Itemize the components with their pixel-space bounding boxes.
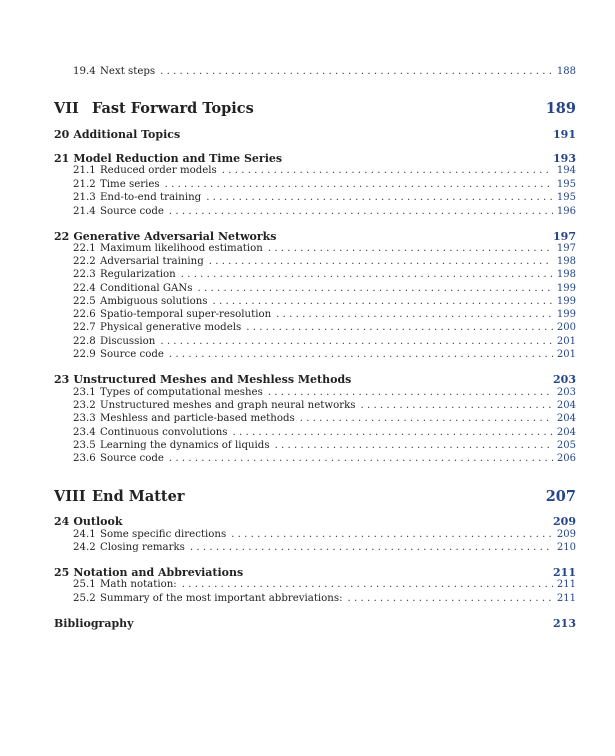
section-number: 25.1 [73, 579, 96, 590]
toc-section-entry[interactable] [73, 283, 576, 297]
page-number: 211 [556, 593, 576, 604]
dot-leader [169, 349, 553, 360]
chapter-number: 22 [54, 230, 70, 243]
dot-leader [182, 579, 553, 590]
toc-chapter-entry[interactable] [54, 617, 576, 633]
section-title: Meshless and particle-based methods [100, 413, 295, 424]
toc-section-entry[interactable] [73, 400, 576, 414]
toc-section-entry[interactable] [73, 529, 576, 543]
section-title: Reduced order models [100, 165, 217, 176]
dot-leader [360, 400, 552, 411]
dot-leader [165, 179, 553, 190]
chapter-title: Unstructured Meshes and Meshless Methods [73, 373, 352, 386]
toc-section-entry[interactable] [73, 593, 576, 607]
section-number: 23.3 [73, 413, 96, 424]
dot-leader [268, 243, 553, 254]
page-number: 188 [556, 66, 576, 77]
chapter-number: 25 [54, 566, 70, 579]
section-title: Adversarial training [100, 256, 204, 267]
toc-section-entry[interactable] [73, 269, 576, 283]
section-title: Discussion [100, 336, 156, 347]
toc-section-entry[interactable] [73, 453, 576, 467]
dot-leader [246, 322, 553, 333]
section-number: 23.5 [73, 440, 96, 451]
toc-section-entry[interactable] [73, 165, 576, 179]
page-number: 199 [556, 283, 576, 294]
dot-leader [160, 336, 553, 347]
dot-leader [213, 296, 553, 307]
page-number: 203 [553, 373, 576, 386]
dot-leader [275, 440, 553, 451]
section-number: 21.2 [73, 179, 96, 190]
section-title: Learning the dynamics of liquids [100, 440, 270, 451]
page-number: 201 [556, 349, 576, 360]
toc-section-entry[interactable] [73, 387, 576, 401]
dot-leader [169, 453, 553, 464]
section-number: 22.7 [73, 322, 96, 333]
section-title: Closing remarks [100, 542, 185, 553]
section-number: 21.4 [73, 206, 96, 217]
toc-section-entry[interactable] [73, 179, 576, 193]
page-number: 204 [556, 400, 576, 411]
toc-section-entry[interactable] [73, 579, 576, 593]
page-number: 195 [556, 192, 576, 203]
chapter-title: Bibliography [54, 617, 134, 630]
toc-section-entry[interactable] [73, 349, 576, 363]
section-title: Source code [100, 206, 164, 217]
dot-leader [348, 593, 553, 604]
section-number: 24.1 [73, 529, 96, 540]
section-number: 22.3 [73, 269, 96, 280]
section-title: Next steps [100, 66, 156, 77]
toc-section-entry[interactable] [73, 542, 576, 556]
page-number: 197 [553, 230, 576, 243]
toc-part-entry[interactable] [54, 100, 576, 120]
section-number: 22.2 [73, 256, 96, 267]
section-title: Maximum likelihood estimation [100, 243, 263, 254]
page-number: 195 [556, 179, 576, 190]
page-number: 198 [556, 269, 576, 280]
section-number: 24.2 [73, 542, 96, 553]
section-number: 23.6 [73, 453, 96, 464]
chapter-title: Additional Topics [73, 128, 181, 141]
toc-section-entry[interactable] [73, 296, 576, 310]
toc-section-entry[interactable] [73, 309, 576, 323]
section-number: 21.3 [73, 192, 96, 203]
dot-leader [222, 165, 553, 176]
chapter-title: Model Reduction and Time Series [73, 152, 283, 165]
page-number: 206 [556, 453, 576, 464]
page-number: 204 [556, 427, 576, 438]
dot-leader [198, 283, 553, 294]
page-number: 191 [553, 128, 576, 141]
page-number: 203 [556, 387, 576, 398]
page-number: 205 [556, 440, 576, 451]
toc-section-entry[interactable] [73, 206, 576, 220]
dot-leader [169, 206, 553, 217]
section-title: Unstructured meshes and graph neural networks [100, 400, 356, 411]
dot-leader [231, 529, 553, 540]
dot-leader [160, 66, 553, 77]
page-number: 200 [556, 322, 576, 333]
page-number: 189 [545, 100, 576, 117]
chapter-number: 24 [54, 515, 70, 528]
section-title: End-to-end training [100, 192, 202, 203]
toc-section-entry[interactable] [73, 427, 576, 441]
section-number: 22.5 [73, 296, 96, 307]
toc-section-entry[interactable] [73, 322, 576, 336]
page-number: 193 [553, 152, 576, 165]
section-title: Time series [100, 179, 160, 190]
part-title: Fast Forward Topics [92, 100, 254, 117]
section-title: Math notation: [100, 579, 177, 590]
section-number: 22.6 [73, 309, 96, 320]
page-number: 213 [553, 617, 576, 630]
page-number: 210 [556, 542, 576, 553]
chapter-number: 21 [54, 152, 70, 165]
chapter-title: Generative Adversarial Networks [73, 230, 277, 243]
part-number: VII [54, 100, 79, 117]
section-title: Conditional GANs [100, 283, 193, 294]
page-number: 211 [553, 566, 576, 579]
toc-section-entry[interactable] [73, 192, 576, 206]
chapter-number: 23 [54, 373, 70, 386]
chapter-title: Notation and Abbreviations [73, 566, 244, 579]
section-title: Ambiguous solutions [100, 296, 208, 307]
section-number: 22.4 [73, 283, 96, 294]
section-number: 23.2 [73, 400, 96, 411]
part-title: End Matter [92, 488, 185, 505]
section-title: Regularization [100, 269, 176, 280]
page-number: 201 [556, 336, 576, 347]
section-number: 22.1 [73, 243, 96, 254]
chapter-title: Outlook [73, 515, 123, 528]
dot-leader [181, 269, 553, 280]
section-title: Physical generative models [100, 322, 242, 333]
page-number: 211 [556, 579, 576, 590]
section-number: 23.4 [73, 427, 96, 438]
dot-leader [209, 256, 553, 267]
section-title: Continuous convolutions [100, 427, 228, 438]
section-number: 22.9 [73, 349, 96, 360]
section-number: 22.8 [73, 336, 96, 347]
section-title: Some specific directions [100, 529, 227, 540]
section-number: 19.4 [73, 66, 96, 77]
page-number: 196 [556, 206, 576, 217]
page-number: 207 [545, 488, 576, 505]
section-title: Types of computational meshes [100, 387, 263, 398]
section-title: Spatio-temporal super-resolution [100, 309, 272, 320]
toc-section-entry[interactable] [73, 413, 576, 427]
page-number: 199 [556, 296, 576, 307]
dot-leader [300, 413, 553, 424]
page-number: 194 [556, 165, 576, 176]
page-number: 198 [556, 256, 576, 267]
dot-leader [206, 192, 553, 203]
page-number: 197 [556, 243, 576, 254]
section-title: Summary of the most important abbreviations: [100, 593, 343, 604]
toc-section-entry[interactable] [73, 256, 576, 270]
toc-part-entry[interactable] [54, 488, 576, 508]
page-number: 209 [556, 529, 576, 540]
page-number: 209 [553, 515, 576, 528]
section-title: Source code [100, 349, 164, 360]
dot-leader [276, 309, 553, 320]
dot-leader [268, 387, 553, 398]
section-number: 25.2 [73, 593, 96, 604]
dot-leader [190, 542, 553, 553]
toc-section-entry[interactable] [73, 243, 576, 257]
chapter-number: 20 [54, 128, 70, 141]
page-number: 199 [556, 309, 576, 320]
dot-leader [233, 427, 553, 438]
section-number: 21.1 [73, 165, 96, 176]
section-number: 23.1 [73, 387, 96, 398]
toc-chapter-entry[interactable] [54, 128, 576, 144]
page-number: 204 [556, 413, 576, 424]
toc-section-entry[interactable] [73, 336, 576, 350]
toc-section-entry[interactable] [73, 440, 576, 454]
part-number: VIII [54, 488, 86, 505]
toc-section-entry[interactable] [73, 66, 576, 80]
section-title: Source code [100, 453, 164, 464]
